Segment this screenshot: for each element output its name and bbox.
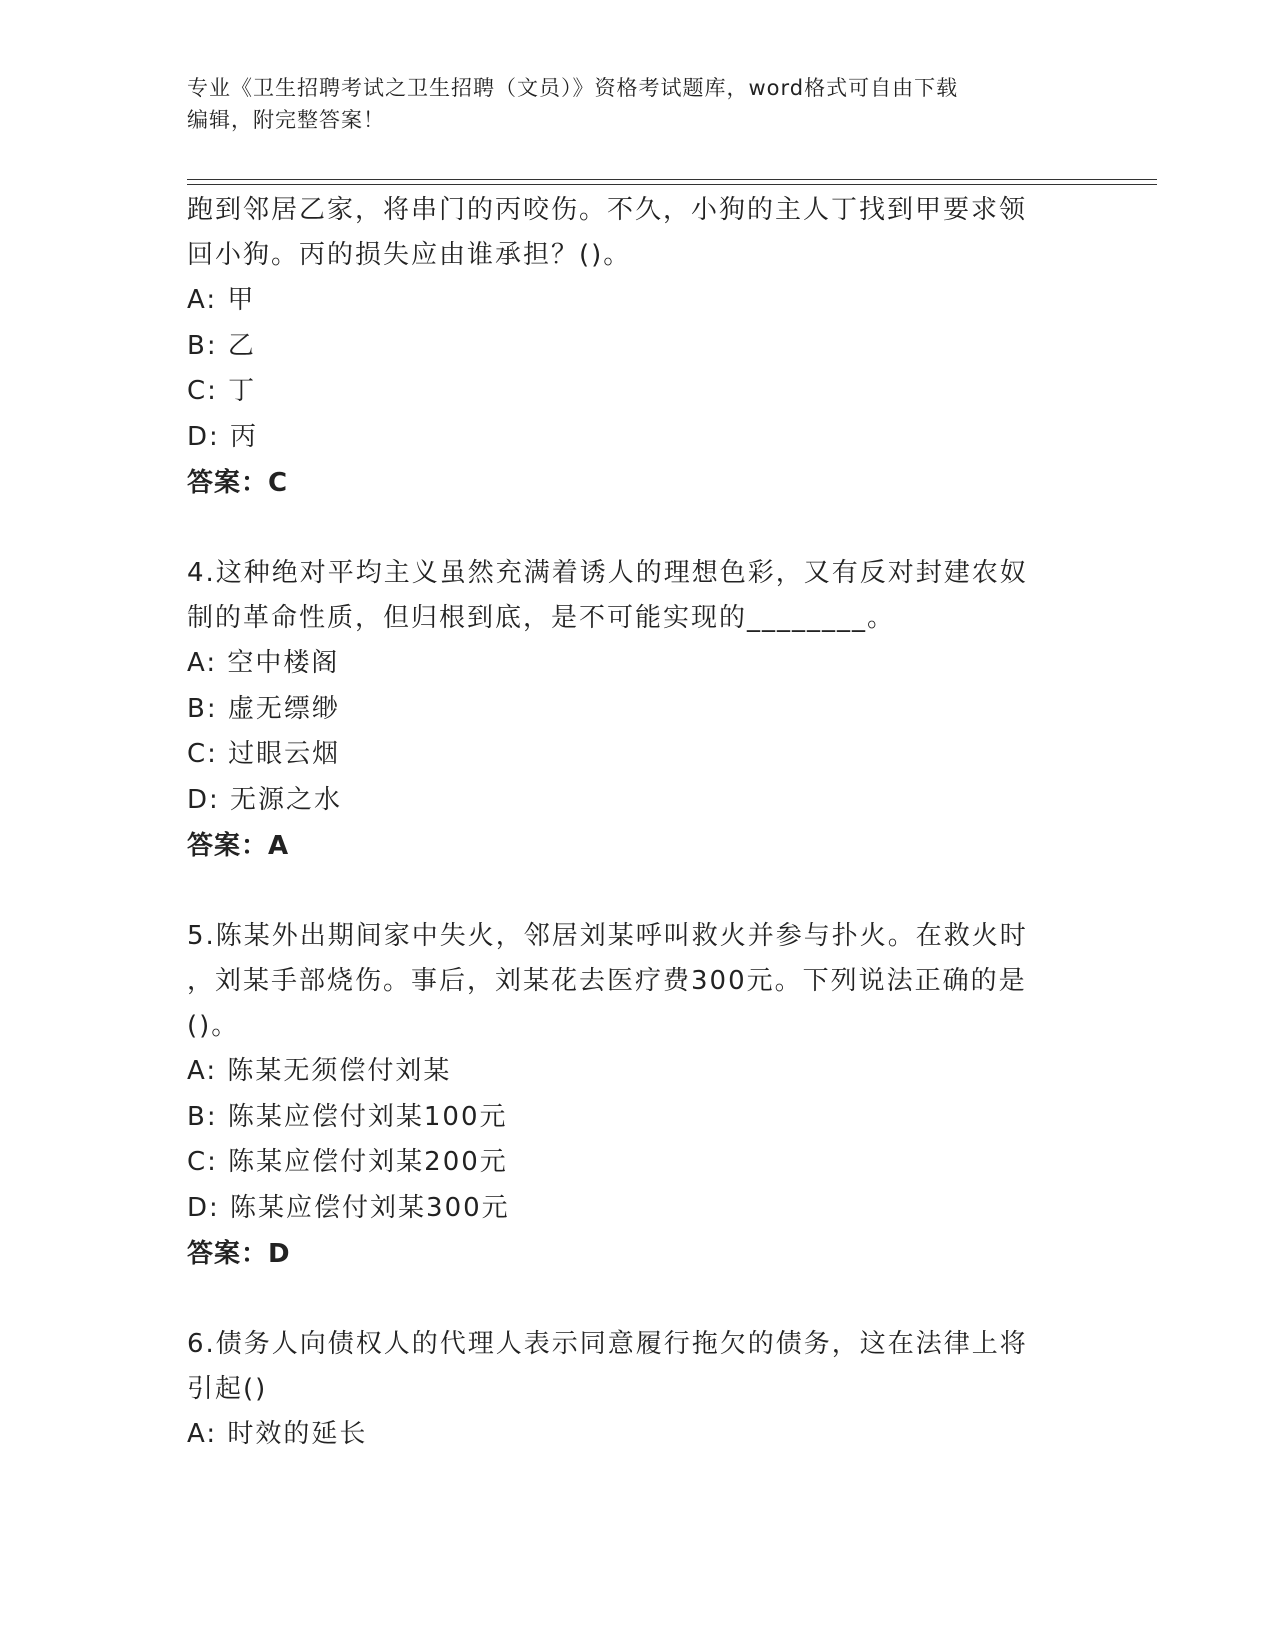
question-text-line: 6.债务人向债权人的代理人表示同意履行拖欠的债务，这在法律上将 [187, 1329, 1028, 1359]
question-spacer [187, 506, 1087, 551]
question-text [187, 914, 1087, 1049]
question-text-line: 4.这种绝对平均主义虽然充满着诱人的理想色彩，又有反对封建农奴 [187, 558, 1028, 588]
option-b: B: 乙 [187, 330, 256, 361]
option-c: C: 陈某应偿付刘某200元 [187, 1147, 508, 1177]
option-b: B: 陈某应偿付刘某100元 [187, 1101, 508, 1132]
header-line-1: 专业《卫生招聘考试之卫生招聘（文员）》资格考试题库，word格式可自由下载 [187, 76, 959, 100]
option-d: D: 丙 [187, 421, 259, 452]
question-text [187, 188, 1087, 278]
option-a: A: 陈某无须偿付刘某 [187, 1056, 452, 1086]
answer: 答案：A [187, 831, 290, 861]
question-text [187, 1322, 1087, 1412]
question-text-line: 跑到邻居乙家，将串门的丙咬伤。不久，小狗的主人丁找到甲要求领 [187, 195, 1028, 225]
question-5 [187, 914, 1087, 1277]
option-c: C: 丁 [187, 376, 257, 406]
question-text-line: 5.陈某外出期间家中失火，邻居刘某呼叫救火并参与扑火。在救火时 [187, 921, 1028, 951]
question-4 [187, 551, 1087, 869]
question-3 [187, 188, 1087, 506]
option-c: C: 过眼云烟 [187, 739, 341, 769]
answer: 答案：C [187, 468, 289, 498]
question-spacer [187, 869, 1087, 914]
document-header [187, 72, 1077, 136]
option-a: A: 甲 [187, 285, 256, 315]
option-d: D: 陈某应偿付刘某300元 [187, 1192, 510, 1223]
option-a: A: 空中楼阁 [187, 648, 340, 678]
answer: 答案：D [187, 1239, 291, 1269]
header-divider-top [187, 179, 1157, 180]
question-text-line: 引起() [187, 1374, 268, 1404]
question-text-line: ()。 [187, 1011, 240, 1041]
header-divider-bottom [187, 184, 1157, 185]
option-b: B: 虚无缥缈 [187, 693, 340, 724]
question-text [187, 551, 1087, 641]
question-spacer [187, 1277, 1087, 1322]
option-a: A: 时效的延长 [187, 1419, 368, 1449]
question-6 [187, 1322, 1087, 1458]
option-d: D: 无源之水 [187, 784, 343, 815]
question-text-line: ，刘某手部烧伤。事后，刘某花去医疗费300元。下列说法正确的是 [187, 966, 1027, 996]
header-line-2: 编辑，附完整答案！ [187, 108, 385, 132]
question-list [187, 188, 1087, 1458]
question-text-line: 制的革命性质，但归根到底，是不可能实现的________。 [187, 603, 896, 633]
question-text-line: 回小狗。丙的损失应由谁承担？()。 [187, 240, 632, 270]
